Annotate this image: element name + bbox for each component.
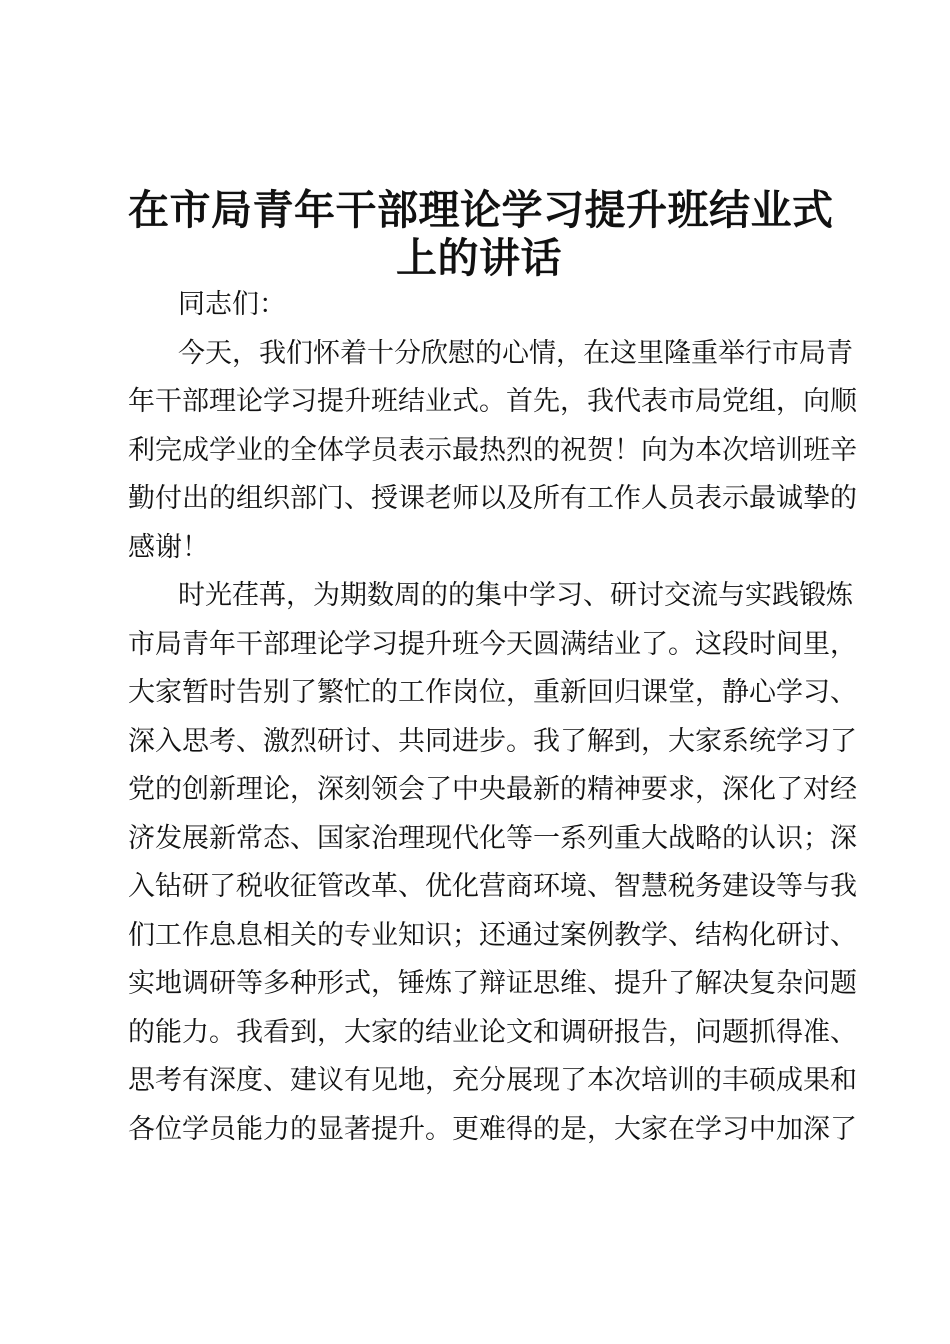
paragraph-1: [128, 330, 857, 573]
salutation: 同志们：: [178, 289, 286, 320]
text-line: 年干部理论学习提升班结业式。首先，我代表市局党组，向顺: [128, 386, 857, 417]
text-line: 们工作息息相关的专业知识；还通过案例教学、结构化研讨、: [128, 919, 857, 951]
text-line: 勤付出的组织部门、授课老师以及所有工作人员表示最诚挚的: [128, 483, 857, 514]
title-line: 上的讲话: [396, 234, 562, 282]
text-line: 实地调研等多种形式，锤炼了辩证思维、提升了解决复杂问题: [128, 968, 857, 999]
title-line: 在市局青年干部理论学习提升班结业式: [128, 186, 834, 234]
text-line: 时光荏苒，为期数周的的集中学习、研讨交流与实践锻炼: [178, 580, 853, 611]
text-line: 党的创新理论，深刻领会了中央最新的精神要求，深化了对经: [128, 774, 857, 805]
document-body: [128, 281, 857, 1154]
paragraph-2: [128, 572, 857, 1154]
text-line: 入钻研了税收征管改革、优化营商环境、智慧税务建设等与我: [128, 871, 857, 902]
text-line: 思考有深度、建议有见地，充分展现了本次培训的丰硕成果和: [128, 1065, 857, 1096]
document-page: [128, 186, 857, 1154]
text-line: 的能力。我看到，大家的结业论文和调研报告，问题抓得准、: [128, 1016, 857, 1048]
text-line: 今天，我们怀着十分欣慰的心情，在这里隆重举行市局青: [178, 337, 853, 369]
document-title: [128, 186, 834, 282]
text-line: 市局青年干部理论学习提升班今天圆满结业了。这段时间里，: [128, 628, 857, 660]
text-line: 大家暂时告别了繁忙的工作岗位，重新回归课堂，静心学习、: [128, 677, 857, 708]
text-line: 各位学员能力的显著提升。更难得的是，大家在学习中加深了: [128, 1113, 857, 1145]
text-line: 深入思考、激烈研讨、共同进步。我了解到，大家系统学习了: [128, 725, 857, 757]
text-line: 利完成学业的全体学员表示最热烈的祝贺！向为本次培训班辛: [128, 434, 857, 466]
text-line: 济发展新常态、国家治理现代化等一系列重大战略的认识；深: [128, 822, 857, 854]
text-line: 感谢！: [128, 531, 209, 563]
